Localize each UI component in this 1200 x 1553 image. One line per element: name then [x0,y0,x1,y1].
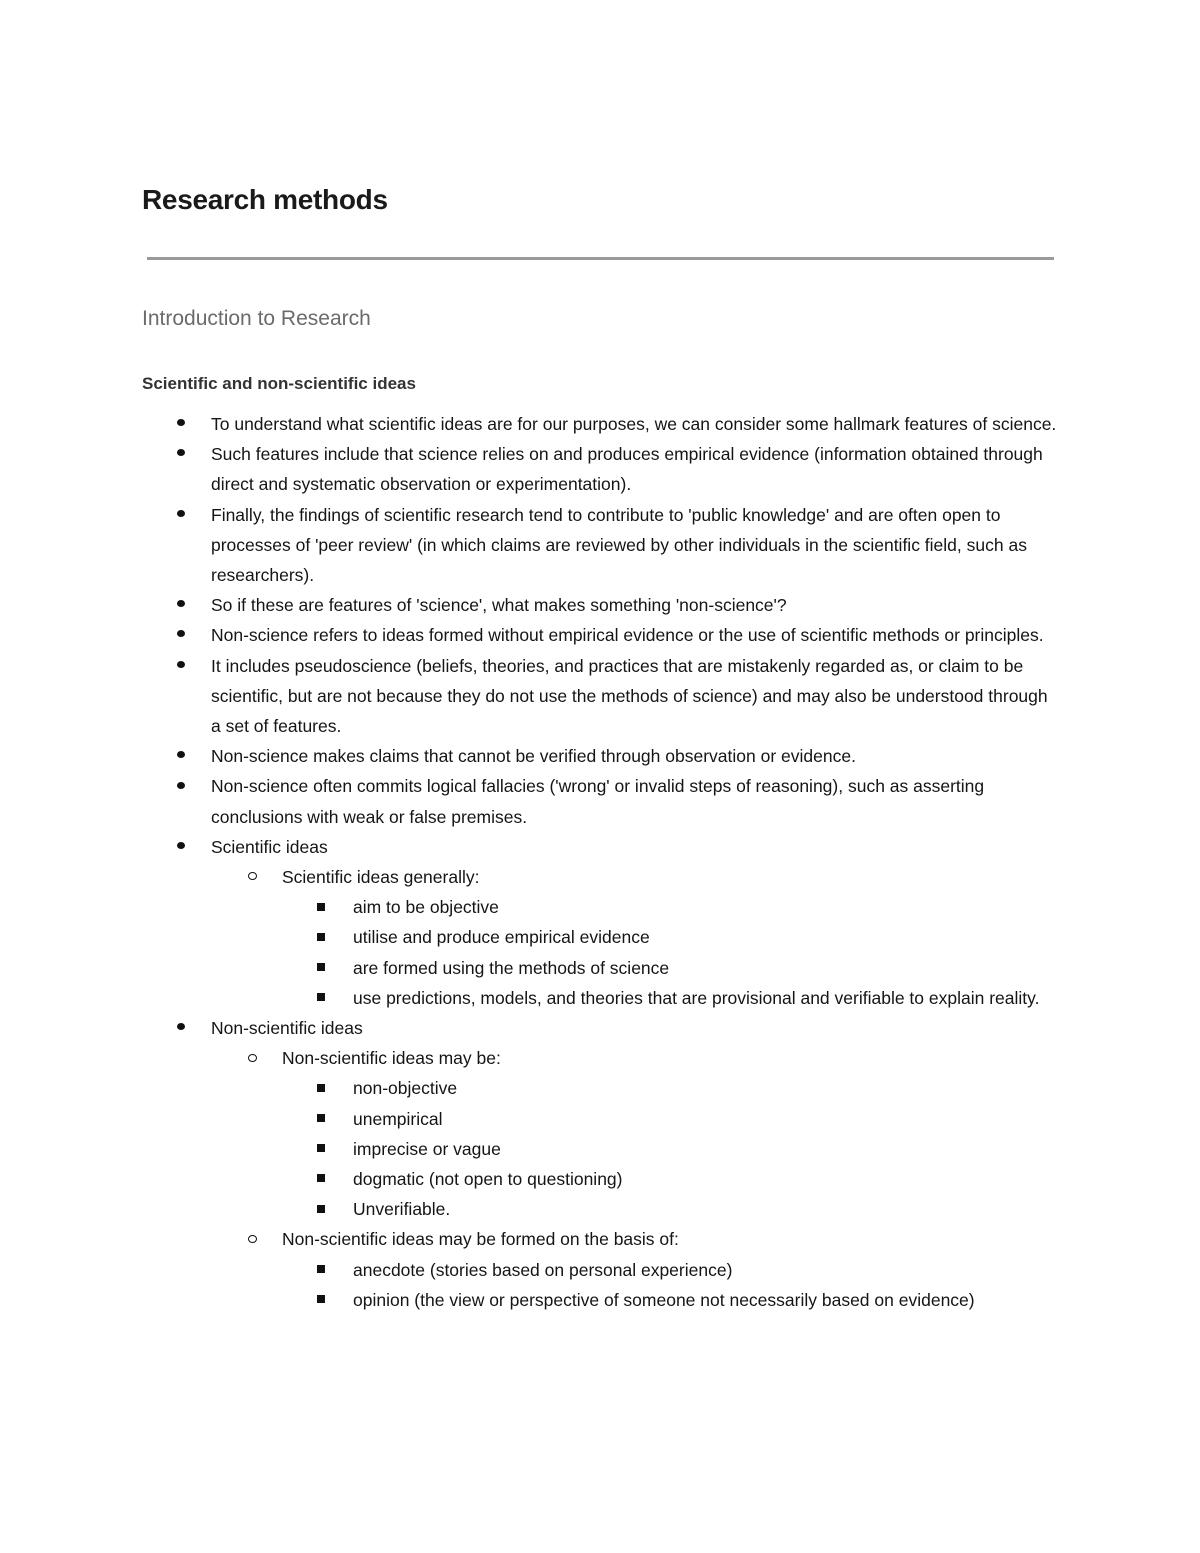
nested-list-item [353,1164,1061,1194]
sub-list-item [282,862,1061,1013]
square-bullet-icon [317,892,325,922]
nested-list-item-text: non-objective [353,1078,458,1099]
square-bullet-icon [317,1134,325,1164]
non-scientific-ideas-sublist [211,1043,1061,1315]
hollow-circle-bullet-icon [248,1043,257,1073]
nested-list-item-text: are formed using the methods of science [353,957,670,978]
sub-list-item [282,1224,1061,1315]
list-item-scientific-ideas [211,832,1061,1013]
list-item [211,741,1061,771]
nested-list-item-text: imprecise or vague [353,1138,501,1159]
list-item-text: Non-science refers to ideas formed without empirical evidence or the use of scientific methods or principles. [211,625,1044,646]
nested-list-item [353,953,1061,983]
list-item [211,651,1061,742]
sub-heading: Scientific and non-scientific ideas [142,374,416,393]
list-item-text: It includes pseudoscience (beliefs, theories, and practices that are mistakenly regarded as, or claim to be scientific, but are not because they do not use the methods of science) and may also be understood through a set of features. [211,655,1048,737]
square-bullet-icon [317,922,325,952]
list-item [211,590,1061,620]
bullet-icon [177,832,185,862]
list-item [211,771,1061,831]
scientific-ideas-features-list [282,892,1061,1013]
square-bullet-icon [317,1255,325,1285]
nested-list-item [353,1194,1061,1224]
bullet-icon [177,590,185,620]
non-scientific-basis-list [282,1255,1061,1315]
bullet-icon [177,409,185,439]
list-item-text: Finally, the findings of scientific research tend to contribute to 'public knowledge' and are often open to processes of 'peer review' (in which claims are reviewed by other individuals in the scientific field, such as researchers). [211,504,1027,586]
square-bullet-icon [317,983,325,1013]
hollow-circle-bullet-icon [248,862,257,892]
list-item-text: Such features include that science relies on and produces empirical evidence (information obtained through direct and systematic observation or experimentation). [211,444,1043,495]
bullet-icon [177,741,185,771]
scientific-ideas-sublist [211,862,1061,1013]
list-item-text: To understand what scientific ideas are for our purposes, we can consider some hallmark features of science. [211,414,1057,434]
list-item [211,409,1061,439]
square-bullet-icon [317,1073,325,1103]
bullet-icon [177,500,185,530]
list-item-text: So if these are features of 'science', what makes something 'non-science'? [211,595,787,616]
bullet-icon [177,651,185,681]
title-divider [147,257,1054,260]
bullet-icon [177,620,185,650]
nested-list-item-text: dogmatic (not open to questioning) [353,1169,623,1190]
list-item [211,439,1061,499]
list-item [211,500,1061,591]
nested-list-item-text: aim to be objective [353,897,499,918]
nested-list-item-text: utilise and produce empirical evidence [353,927,650,948]
bullet-icon [177,771,185,801]
nested-list-item-text: anecdote (stories based on personal experience) [353,1259,733,1280]
sub-list-item-text: Non-scientific ideas may be: [282,1048,501,1069]
document-title: Research methods [142,184,388,215]
nested-list-item [353,1073,1061,1103]
non-scientific-traits-list [282,1073,1061,1224]
square-bullet-icon [317,1285,325,1315]
nested-list-item [353,1285,1061,1315]
nested-list-item [353,1255,1061,1285]
hollow-circle-bullet-icon [248,1224,257,1254]
nested-list-item [353,892,1061,922]
bullet-icon [177,1013,185,1043]
list-item-text: Non-science makes claims that cannot be verified through observation or evidence. [211,746,856,767]
nested-list-item [353,1104,1061,1134]
list-item-text: Non-scientific ideas [211,1018,363,1039]
section-heading: Introduction to Research [142,307,371,330]
main-bullet-list [0,409,1200,1315]
nested-list-item [353,1134,1061,1164]
sub-list-item [282,1043,1061,1224]
square-bullet-icon [317,953,325,983]
sub-list-item-text: Non-scientific ideas may be formed on the basis of: [282,1229,679,1250]
bullet-list-area [0,409,1200,1315]
nested-list-item-text: unempirical [353,1108,443,1129]
square-bullet-icon [317,1104,325,1134]
list-item-non-scientific-ideas [211,1013,1061,1315]
nested-list-item-text: opinion (the view or perspective of someone not necessarily based on evidence) [353,1289,975,1310]
nested-list-item [353,922,1061,952]
list-item-text: Non-science often commits logical fallacies ('wrong' or invalid steps of reasoning), such as asserting conclusions with weak or false premises. [211,776,985,827]
nested-list-item-text: Unverifiable. [353,1199,451,1220]
nested-list-item-text: use predictions, models, and theories that are provisional and verifiable to explain reality. [353,987,1040,1008]
list-item-text: Scientific ideas [211,836,328,857]
sub-list-item-text: Scientific ideas generally: [282,867,480,888]
bullet-icon [177,439,185,469]
square-bullet-icon [317,1194,325,1224]
nested-list-item [353,983,1061,1013]
list-item [211,620,1061,650]
square-bullet-icon [317,1164,325,1194]
